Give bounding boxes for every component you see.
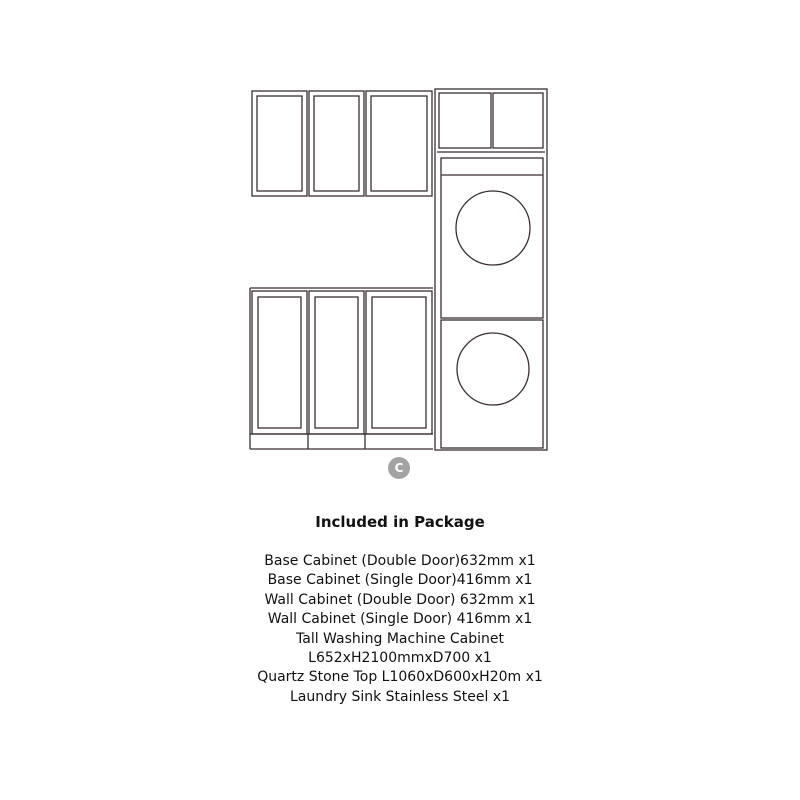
wall-cabinet-door-2-panel	[314, 96, 359, 191]
package-item: Tall Washing Machine Cabinet	[296, 630, 504, 647]
base-cabinet-door-3	[366, 291, 432, 434]
base-cabinet-door-3-panel	[372, 297, 426, 428]
package-item: Base Cabinet (Single Door)416mm x1	[267, 572, 533, 589]
washer-door	[457, 333, 529, 405]
wall-cabinet-door-3	[366, 91, 432, 196]
base-cabinet-door-2-panel	[315, 297, 358, 428]
wall-cabinet-door-2	[309, 91, 364, 196]
package-item: Wall Cabinet (Single Door) 416mm x1	[267, 611, 533, 628]
base-cabinet-door-2	[309, 291, 364, 434]
washer-body	[441, 320, 543, 448]
package-item: Wall Cabinet (Double Door) 632mm x1	[264, 591, 536, 608]
label-c-badge: C	[388, 457, 410, 479]
wall-cabinet-door-3-panel	[371, 96, 427, 191]
wall-cabinet-door-1-panel	[257, 96, 302, 191]
package-item: L652xH2100mmxD700 x1	[308, 650, 492, 667]
package-item: Laundry Sink Stainless Steel x1	[289, 688, 511, 705]
dryer-body	[441, 158, 543, 318]
package-heading: Included in Package	[315, 513, 485, 531]
dryer-door	[456, 191, 530, 265]
tall-cabinet-top-door-left	[439, 93, 491, 148]
package-caption	[0, 513, 800, 707]
wall-cabinet-door-1	[252, 91, 307, 196]
base-cabinet-door-1	[252, 291, 307, 434]
package-item: Quartz Stone Top L1060xD600xH20m x1	[257, 669, 543, 686]
tall-cabinet-top-door-right	[493, 93, 543, 148]
base-cabinet-door-1-panel	[258, 297, 301, 428]
package-item: Base Cabinet (Double Door)632mm x1	[264, 553, 536, 569]
